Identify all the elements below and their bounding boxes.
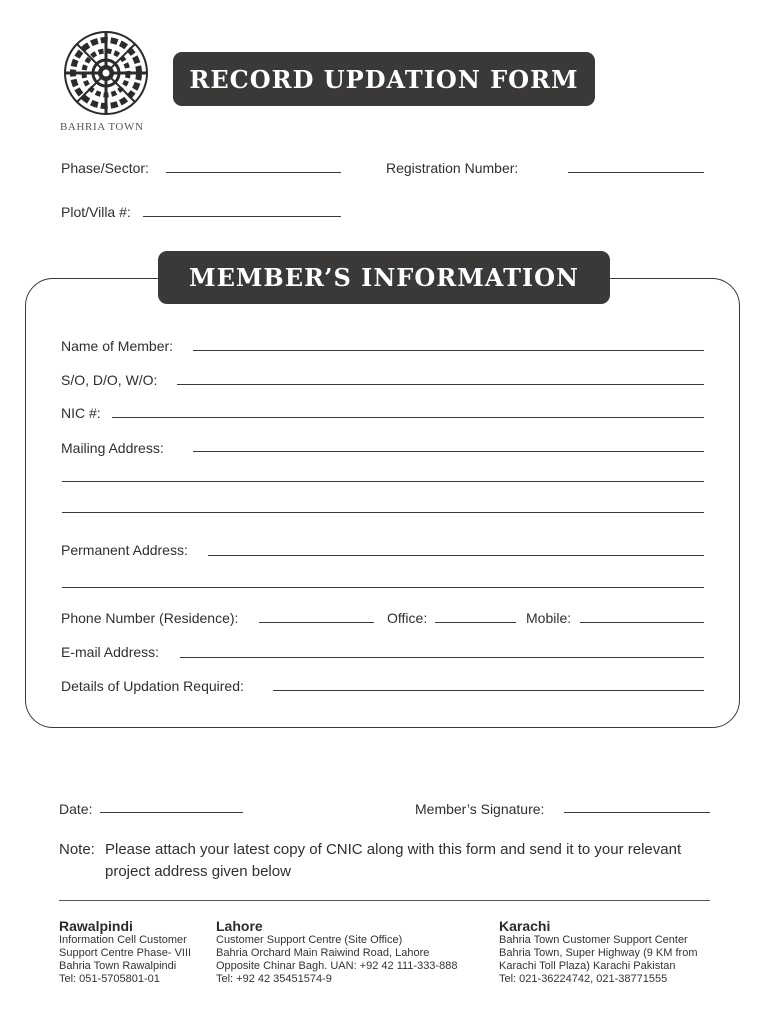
address-line: Tel: 051-5705801-01 bbox=[59, 973, 160, 985]
details-field[interactable] bbox=[273, 690, 704, 691]
nic-field[interactable] bbox=[112, 417, 704, 418]
date-label: Date: bbox=[59, 801, 93, 817]
name-of-member-label: Name of Member: bbox=[61, 338, 174, 354]
mailing-address-field-3[interactable] bbox=[62, 512, 704, 513]
note-label: Note: bbox=[59, 841, 95, 858]
mobile-field[interactable] bbox=[580, 622, 704, 623]
member-signature-label: Member’s Signature: bbox=[415, 801, 545, 817]
office-label: Office: bbox=[387, 610, 428, 626]
permanent-address-label: Permanent Address: bbox=[61, 542, 188, 558]
email-label: E-mail Address: bbox=[61, 644, 160, 660]
nic-label: NIC #: bbox=[61, 405, 101, 421]
mailing-address-label: Mailing Address: bbox=[61, 440, 164, 456]
address-line: Bahria Orchard Main Raiwind Road, Lahore bbox=[216, 947, 430, 959]
address-line: Bahria Town, Super Highway (9 KM from bbox=[499, 947, 698, 959]
note-text-line-1: Please attach your latest copy of CNIC along with this form and send it to your relevant bbox=[105, 841, 682, 858]
name-of-member-field[interactable] bbox=[193, 350, 704, 351]
office-address-lahore bbox=[216, 934, 457, 986]
office-address-rawalpindi bbox=[59, 934, 191, 986]
office-field[interactable] bbox=[435, 622, 516, 623]
address-line: Information Cell Customer bbox=[59, 934, 187, 946]
email-field[interactable] bbox=[180, 657, 704, 658]
form-title: RECORD UPDATION FORM bbox=[173, 52, 595, 106]
bahria-town-logo-icon bbox=[60, 30, 152, 116]
permanent-address-field-1[interactable] bbox=[208, 555, 704, 556]
permanent-address-field-2[interactable] bbox=[62, 587, 704, 588]
address-line: Bahria Town Rawalpindi bbox=[59, 960, 177, 972]
office-city-karachi: Karachi bbox=[499, 918, 551, 934]
mailing-address-field-2[interactable] bbox=[62, 481, 704, 482]
address-line: Support Centre Phase- VIII bbox=[59, 947, 192, 959]
phone-residence-label: Phone Number (Residence): bbox=[61, 610, 239, 626]
mailing-address-field-1[interactable] bbox=[193, 451, 704, 452]
phase-sector-field[interactable] bbox=[166, 172, 341, 173]
section-title: MEMBER’S INFORMATION bbox=[158, 251, 610, 304]
date-field[interactable] bbox=[100, 812, 243, 813]
phase-sector-label: Phase/Sector: bbox=[61, 160, 149, 176]
office-city-lahore: Lahore bbox=[216, 918, 263, 934]
address-line: Tel: 021-36224742, 021-38771555 bbox=[499, 973, 668, 985]
phone-residence-field[interactable] bbox=[259, 622, 374, 623]
relation-label: S/O, D/O, W/O: bbox=[61, 372, 158, 388]
note-text-line-2: project address given below bbox=[105, 863, 291, 880]
address-line: Tel: +92 42 35451574-9 bbox=[216, 973, 332, 985]
address-line: Opposite Chinar Bagh. UAN: +92 42 111-333-888 bbox=[216, 960, 458, 972]
address-line: Customer Support Centre (Site Office) bbox=[216, 934, 403, 946]
brand-name: BAHRIA TOWN bbox=[60, 121, 144, 133]
office-city-rawalpindi: Rawalpindi bbox=[59, 918, 133, 934]
plot-villa-label: Plot/Villa #: bbox=[61, 204, 131, 220]
registration-number-field[interactable] bbox=[568, 172, 704, 173]
relation-field[interactable] bbox=[177, 384, 704, 385]
mobile-label: Mobile: bbox=[526, 610, 572, 626]
plot-villa-field[interactable] bbox=[143, 216, 341, 217]
address-line: Karachi Toll Plaza) Karachi Pakistan bbox=[499, 960, 676, 972]
address-line: Bahria Town Customer Support Center bbox=[499, 934, 688, 946]
footer-divider bbox=[59, 900, 710, 901]
office-address-karachi bbox=[499, 934, 698, 986]
registration-number-label: Registration Number: bbox=[386, 160, 519, 176]
details-label: Details of Updation Required: bbox=[61, 678, 244, 694]
member-signature-field[interactable] bbox=[564, 812, 710, 813]
